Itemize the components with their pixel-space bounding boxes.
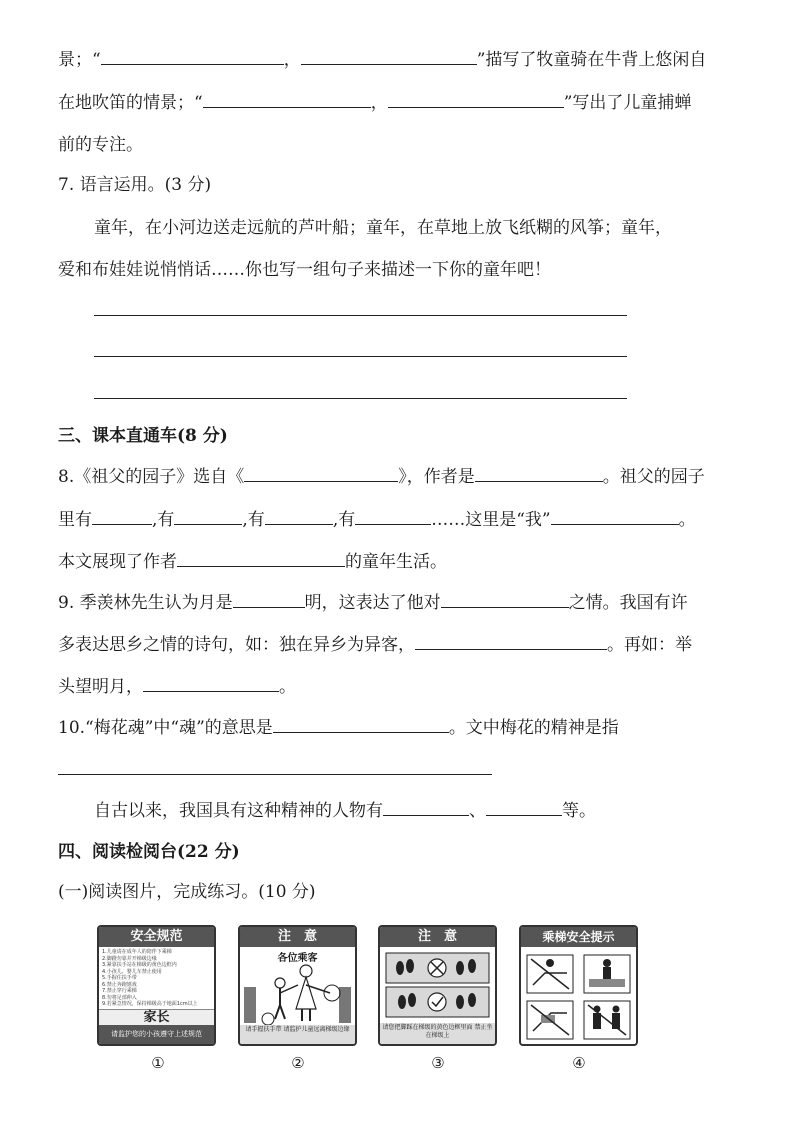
text: 里有: [58, 510, 92, 530]
text: 9. 季羡林先生认为月是: [58, 593, 233, 613]
text: ……这里是“我”: [431, 510, 551, 530]
question-7: 7. 语言运用。(3 分): [58, 175, 212, 195]
text: 、: [469, 801, 486, 821]
rule-item: 2.脚蹬勿靠并开梯级边缘: [102, 955, 157, 962]
escalator-tips-icons: [521, 949, 636, 1046]
safety-sign-1: [97, 925, 216, 1046]
text: 在地吹笛的情景；“: [58, 93, 203, 113]
escalator-family-icon: [240, 963, 355, 1025]
answer-blank[interactable]: [388, 91, 564, 108]
text-line: [58, 48, 706, 71]
answer-blank[interactable]: [273, 716, 449, 733]
rule-item: 4.小孩儿、婴儿车禁止使用: [102, 968, 162, 975]
text: 明，这表达了他对: [304, 593, 441, 613]
rules-list: [99, 947, 214, 1010]
question-10: [58, 716, 619, 739]
figure-number: ②: [291, 1054, 305, 1072]
answer-blank[interactable]: [441, 591, 569, 608]
text-line: [58, 91, 691, 114]
text: 等。: [562, 801, 596, 821]
text: 》，作者是: [398, 467, 475, 487]
question-7-text: 童年，在小河边送走远航的芦叶船；童年，在草地上放飞纸糊的风筝；童年，: [94, 218, 672, 238]
answer-blank[interactable]: [265, 508, 333, 525]
sign-title: 注 意: [240, 927, 355, 947]
figure-number: ④: [572, 1054, 586, 1072]
answer-blank[interactable]: [143, 675, 279, 692]
text: 景；“: [58, 50, 101, 70]
text: 。祖父的园子: [602, 467, 705, 487]
answer-blank[interactable]: [233, 591, 305, 608]
safety-sign-2: [238, 925, 357, 1046]
answer-line[interactable]: [94, 398, 627, 399]
sign-title: 乘梯安全提示: [521, 927, 636, 947]
text: 。: [678, 510, 696, 530]
subsection-1: (一)阅读图片，完成练习。(10 分): [58, 882, 316, 902]
sign-title: 注 意: [380, 927, 495, 947]
answer-blank[interactable]: [244, 465, 398, 482]
sign-title: 安全规范: [99, 927, 214, 947]
text: ,有: [152, 510, 175, 530]
question-9-line3: [58, 675, 296, 698]
answer-blank[interactable]: [355, 508, 431, 525]
sign-caption: 请监护您的小孩遵守上述规范: [99, 1025, 214, 1044]
safety-sign-4: [519, 925, 638, 1046]
text: 的童年生活。: [345, 552, 447, 572]
answer-blank[interactable]: [101, 48, 284, 65]
text-line: 前的专注。: [58, 135, 143, 155]
answer-line[interactable]: [94, 356, 627, 357]
question-8: [58, 465, 705, 488]
rule-item: 9.若紧急情况，保持梯级高于地面1cm以上: [102, 1001, 198, 1007]
answer-blank[interactable]: [177, 550, 345, 567]
question-10-line3: [94, 799, 596, 822]
text: 本文展现了作者: [58, 552, 177, 572]
text: ，: [283, 50, 301, 70]
answer-line[interactable]: [58, 774, 492, 775]
answer-blank[interactable]: [475, 465, 603, 482]
text: 之情。我国有许: [568, 593, 688, 613]
rule-item: 5.手握住扶手带: [102, 975, 137, 981]
text: 8.《祖父的园子》选自《: [58, 467, 245, 487]
text: 10.“梅花魂”中“魂”的意思是: [58, 718, 273, 738]
answer-blank[interactable]: [92, 508, 152, 525]
answer-blank[interactable]: [415, 633, 607, 650]
rule-item: 7.禁止穿行乘梯: [102, 988, 137, 994]
text: ”描写了牧童骑在牛背上悠闲自: [476, 50, 707, 70]
sign-subtitle: 各位乘客: [277, 953, 318, 964]
question-8-line2: [58, 508, 696, 531]
sign-caption: 请手握扶手带 请监护儿童远离梯级边缘: [240, 1025, 355, 1044]
text: ,有: [242, 510, 265, 530]
question-8-line3: [58, 550, 447, 573]
safety-sign-3: [378, 925, 497, 1046]
question-7-text: 爱和布娃娃说悄悄话……你也写一组句子来描述一下你的童年吧！: [58, 260, 551, 280]
text: 多表达思乡之情的诗句，如：独在异乡为异客，: [58, 635, 415, 655]
rule-item: 1.儿童请在成年人的陪伴下乘梯: [102, 949, 172, 955]
answer-blank[interactable]: [551, 508, 679, 525]
sign-caption: 请您把脚踩在梯级的黄色边框里面 禁止坐在梯级上: [380, 1023, 495, 1044]
text: 自古以来，我国具有这种精神的人物有: [94, 801, 383, 821]
question-9-line2: [58, 633, 692, 656]
text: 。再如：举: [607, 635, 692, 655]
answer-blank[interactable]: [174, 508, 242, 525]
answer-blank[interactable]: [301, 48, 477, 65]
rule-item: 6.禁止奔跑嬉戏: [102, 981, 137, 988]
answer-blank[interactable]: [486, 799, 562, 816]
answer-line[interactable]: [94, 315, 627, 316]
text: ,有: [332, 510, 356, 530]
text: ，: [370, 93, 388, 113]
text: 头望明月，: [58, 677, 143, 697]
text: ”写出了儿童捕蝉: [563, 93, 692, 113]
sign-subtitle: 家长: [99, 1009, 214, 1026]
text: 。文中梅花的精神是指: [448, 718, 619, 738]
answer-blank[interactable]: [203, 91, 371, 108]
question-9: [58, 591, 688, 614]
text: 。: [279, 677, 296, 697]
rule-item: 3.紧靠扶手站在梯级的黄色边框内: [102, 962, 177, 968]
rule-item: 8.勿将足部伸入: [102, 994, 137, 1001]
section-4-heading: 四、阅读检阅台(22 分): [58, 842, 240, 862]
section-3-heading: 三、课本直通车(8 分): [58, 426, 228, 446]
figure-number: ③: [431, 1054, 445, 1072]
figure-number: ①: [151, 1054, 165, 1072]
step-footprint-icon: [380, 949, 495, 1027]
answer-blank[interactable]: [383, 799, 469, 816]
